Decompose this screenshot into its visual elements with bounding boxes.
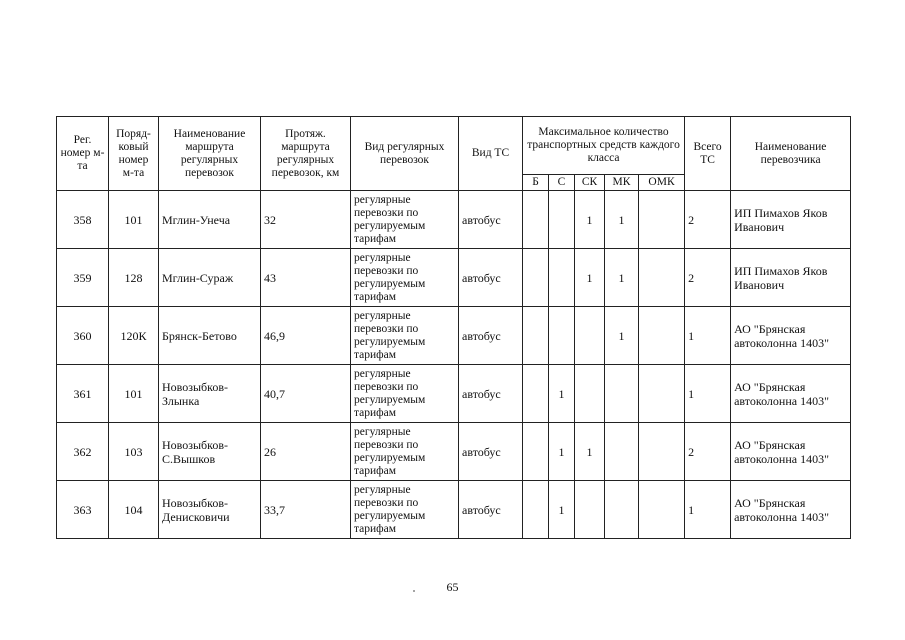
route-name-cell: Новозыбков-Злынка <box>159 365 261 423</box>
route-length-cell: 43 <box>261 249 351 307</box>
vehicle-type-cell: автобус <box>459 365 523 423</box>
total-vehicles-cell: 2 <box>685 191 731 249</box>
class-b-cell <box>523 423 549 481</box>
carrier-cell: АО "Брянская автоколонна 1403" <box>731 365 851 423</box>
vehicle-type-cell: автобус <box>459 307 523 365</box>
carrier-cell: АО "Брянская автоколонна 1403" <box>731 307 851 365</box>
carrier-cell: АО "Брянская автоколонна 1403" <box>731 481 851 539</box>
route-length-cell: 33,7 <box>261 481 351 539</box>
header-max-vehicles: Максимальное количество транспортных средств каждого класса <box>523 117 685 175</box>
reg-number-cell: 361 <box>57 365 109 423</box>
class-s-cell: 1 <box>549 423 575 481</box>
class-s-cell <box>549 307 575 365</box>
class-omk-cell <box>639 423 685 481</box>
class-b-cell <box>523 307 549 365</box>
class-b-cell <box>523 481 549 539</box>
header-vehicle-type: Вид ТС <box>459 117 523 191</box>
class-omk-cell <box>639 365 685 423</box>
route-name-cell: Новозыбков-С.Вышков <box>159 423 261 481</box>
route-name-cell: Новозыбков-Денисковичи <box>159 481 261 539</box>
transport-kind-cell: регулярные перевозки по регулируемым тарифам <box>351 423 459 481</box>
table-row <box>57 423 851 481</box>
order-number-cell: 101 <box>109 365 159 423</box>
header-carrier: Наименование перевозчика <box>731 117 851 191</box>
table-row <box>57 249 851 307</box>
table-row <box>57 191 851 249</box>
class-mk-cell <box>605 481 639 539</box>
route-length-cell: 32 <box>261 191 351 249</box>
total-vehicles-cell: 1 <box>685 481 731 539</box>
class-sk-cell <box>575 307 605 365</box>
order-number-cell: 103 <box>109 423 159 481</box>
page-number: 65 <box>446 580 459 594</box>
transport-kind-cell: регулярные перевозки по регулируемым тарифам <box>351 365 459 423</box>
carrier-cell: ИП Пимахов Яков Иванович <box>731 249 851 307</box>
header-route-name: Наименование маршрута регулярных перевозок <box>159 117 261 191</box>
class-mk-cell: 1 <box>605 307 639 365</box>
total-vehicles-cell: 2 <box>685 249 731 307</box>
reg-number-cell: 362 <box>57 423 109 481</box>
class-omk-cell <box>639 307 685 365</box>
class-b-cell <box>523 249 549 307</box>
route-name-cell: Мглин-Унеча <box>159 191 261 249</box>
class-omk-cell <box>639 481 685 539</box>
header-class-s: С <box>549 175 575 191</box>
header-total-vehicles: Всего ТС <box>685 117 731 191</box>
carrier-cell: ИП Пимахов Яков Иванович <box>731 191 851 249</box>
routes-table <box>56 116 851 539</box>
class-omk-cell <box>639 191 685 249</box>
class-sk-cell: 1 <box>575 423 605 481</box>
route-name-cell: Мглин-Сураж <box>159 249 261 307</box>
total-vehicles-cell: 1 <box>685 307 731 365</box>
transport-kind-cell: регулярные перевозки по регулируемым тарифам <box>351 481 459 539</box>
header-class-b: Б <box>523 175 549 191</box>
table-row <box>57 365 851 423</box>
vehicle-type-cell: автобус <box>459 191 523 249</box>
class-sk-cell <box>575 365 605 423</box>
route-length-cell: 26 <box>261 423 351 481</box>
class-mk-cell: 1 <box>605 249 639 307</box>
class-b-cell <box>523 191 549 249</box>
class-omk-cell <box>639 249 685 307</box>
total-vehicles-cell: 1 <box>685 365 731 423</box>
reg-number-cell: 363 <box>57 481 109 539</box>
class-mk-cell <box>605 423 639 481</box>
reg-number-cell: 360 <box>57 307 109 365</box>
class-mk-cell <box>605 365 639 423</box>
class-b-cell <box>523 365 549 423</box>
table-row <box>57 481 851 539</box>
order-number-cell: 120К <box>109 307 159 365</box>
class-sk-cell: 1 <box>575 191 605 249</box>
header-transport-kind: Вид регулярных перевозок <box>351 117 459 191</box>
class-sk-cell: 1 <box>575 249 605 307</box>
vehicle-type-cell: автобус <box>459 423 523 481</box>
transport-kind-cell: регулярные перевозки по регулируемым тарифам <box>351 191 459 249</box>
vehicle-type-cell: автобус <box>459 249 523 307</box>
route-name-cell: Брянск-Бетово <box>159 307 261 365</box>
class-s-cell: 1 <box>549 365 575 423</box>
class-mk-cell: 1 <box>605 191 639 249</box>
order-number-cell: 101 <box>109 191 159 249</box>
header-reg-number: Рег. номер м-та <box>57 117 109 191</box>
class-s-cell <box>549 249 575 307</box>
class-s-cell: 1 <box>549 481 575 539</box>
vehicle-type-cell: автобус <box>459 481 523 539</box>
header-class-omk: ОМК <box>639 175 685 191</box>
header-order-number: Поряд-ковый номер м-та <box>109 117 159 191</box>
carrier-cell: АО "Брянская автоколонна 1403" <box>731 423 851 481</box>
transport-kind-cell: регулярные перевозки по регулируемым тарифам <box>351 307 459 365</box>
order-number-cell: 104 <box>109 481 159 539</box>
class-s-cell <box>549 191 575 249</box>
route-length-cell: 46,9 <box>261 307 351 365</box>
order-number-cell: 128 <box>109 249 159 307</box>
transport-kind-cell: регулярные перевозки по регулируемым тарифам <box>351 249 459 307</box>
reg-number-cell: 358 <box>57 191 109 249</box>
class-sk-cell <box>575 481 605 539</box>
route-length-cell: 40,7 <box>261 365 351 423</box>
total-vehicles-cell: 2 <box>685 423 731 481</box>
table-row <box>57 307 851 365</box>
header-class-sk: СК <box>575 175 605 191</box>
header-route-length: Протяж. маршрута регулярных перевозок, км <box>261 117 351 191</box>
table-header <box>57 117 851 191</box>
reg-number-cell: 359 <box>57 249 109 307</box>
header-class-mk: МК <box>605 175 639 191</box>
